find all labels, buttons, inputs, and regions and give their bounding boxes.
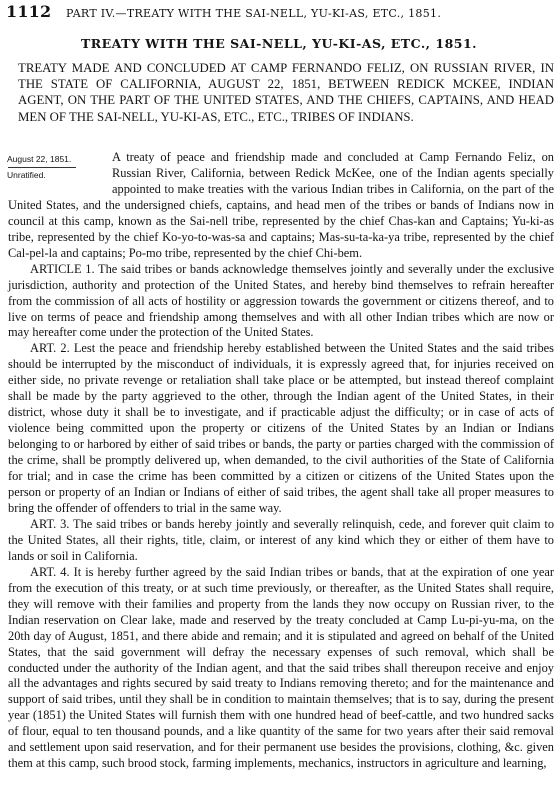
article-4: [8, 565, 554, 772]
sidenote-spacer: [8, 150, 112, 184]
article-1: [8, 262, 554, 342]
page-number: 1112: [6, 2, 52, 21]
preamble-paragraph: [8, 150, 554, 262]
article-4-label: ART. 4.: [30, 564, 70, 579]
page-header: [6, 2, 554, 24]
article-2-text: Lest the peace and friendship hereby established between the United States and the said tribes should be interrupted by the misconduct of individuals, it is expressly agreed that, for injuries received on either side, no private revenge or retaliation shall take place or be attempted, but instead thereof complaint shall be made by the party aggrieved to the other, through the Indian agent of the United States, in their district, whose duty it shall be to investigate, and if practicable adjust the difficulty; or in case of acts of violence being committed upon the property or citizens of the United States by an Indian or Indians belonging to or harbored by either of said tribes or bands, the party or parties charged with the commission of the crime, shall be promptly delivered up, when demanded, to the civil authorities of the State of California for trial; and in case the crime has been committed by a citizen or citizens of the United States upon the person or property of an Indian or Indians of either of said tribes, the agent shall take all proper measures to bring the offender of offenders to trial in the same way.: [8, 341, 554, 515]
running-head: PART IV.—TREATY WITH THE SAI-NELL, YU-KI-AS, ETC., 1851.: [66, 7, 442, 20]
article-2: [8, 341, 554, 516]
article-4-text: It is hereby further agreed by the said Indian tribes or bands, that at the expiration of one year from the execution of this treaty, or at such time previously, or thereafter, as the United States shall require, they will remove with their families and property from the lands they now occupy on Russian river, to the Indian reservation on Clear lake, made and reserved by the treaty concluded at Camp Lu-pi-yu-ma, on the 20th day of August, 1851, and there abide and remain; and it is stipulated and agreed on behalf of the United States, that the said government will defray the necessary expenses of such removal, which shall be conducted under the authority of the Indian agent, and that the said tribes shall thereupon receive and enjoy all the advantages and rights secured by said treaty to Indians removing thereto; and for the maintenance and support of said tribes, until they shall be in condition to maintain themselves; that is to say, during the present year (1851) the United States will furnish them with one hundred head of beef-cattle, and two hundred sacks of flour, equal to ten thousand pounds, and a like quantity of the same for two years after their said removal and settlement upon said reservation, and for their permanent use besides the provisions, clothing, &c. given them at this camp, such brood stock, farming implements, mechanics, instructors in agriculture and learning,: [8, 564, 554, 771]
preamble-text: A treaty of peace and friendship made and concluded at Camp Fernando Feliz, on Russian River, California, between Redick McKee, one of the Indian agents specially appointed to make treaties with the various Indian tribes in California, on the part of the United States, and the undersigned chiefs, captains, and head men of the tribes or bands of Indians now in council at this camp, known as the Sai-nell tribe, represented by the chief Chas-kan and Captains; Yu-ki-as tribe, represented by the chief Ko-yo-to-was-sa and captains; Mas-su-ta-ka-ya tribe, represented by the chief Cal-pel-la and captains; Po-mo tribe, represented by the chief Chi-bem.: [8, 150, 554, 260]
sidenote-date: August 22, 1851.: [7, 154, 72, 164]
article-1-text: The said tribes or bands acknowledge themselves jointly and severally under the exclusive jurisdiction, authority and protection of the United States, and hereby bind themselves to refrain hereafter from the commission of all acts of hostility or aggression towards the government or citizens thereof, and to live on terms of peace and friendship among themselves and with all other Indian tribes which are now or may hereafter come under the protection of the United States.: [8, 261, 554, 340]
treaty-body: [8, 150, 554, 772]
article-3-label: ART. 3.: [30, 516, 70, 531]
article-1-label: ARTICLE 1.: [30, 261, 95, 276]
article-3: [8, 517, 554, 565]
article-3-text: The said tribes or bands hereby jointly and severally relinquish, cede, and forever quit claim to the United States, all their rights, title, claim, or interest of any kind which they or either of them have to lands or soil in California.: [8, 516, 555, 563]
sidenote-status: Unratified.: [7, 170, 46, 180]
treaty-subtitle: TREATY MADE AND CONCLUDED AT CAMP FERNANDO FELIZ, ON RUSSIAN RIVER, IN THE STATE OF CALIFORNIA, AUGUST 22, 1851, BETWEEN REDICK MCKEE, INDIAN AGENT, ON THE PART OF THE UNITED STATES, AND THE CHIEFS, CAPTAINS, AND HEAD MEN OF THE SAI-NELL, YU-KI-AS, ETC., ETC., TRIBES OF INDIANS.: [18, 61, 554, 124]
treaty-title: TREATY WITH THE SAI-NELL, YU-KI-AS, ETC., 1851.: [80, 36, 478, 51]
article-2-label: ART. 2.: [30, 341, 70, 356]
